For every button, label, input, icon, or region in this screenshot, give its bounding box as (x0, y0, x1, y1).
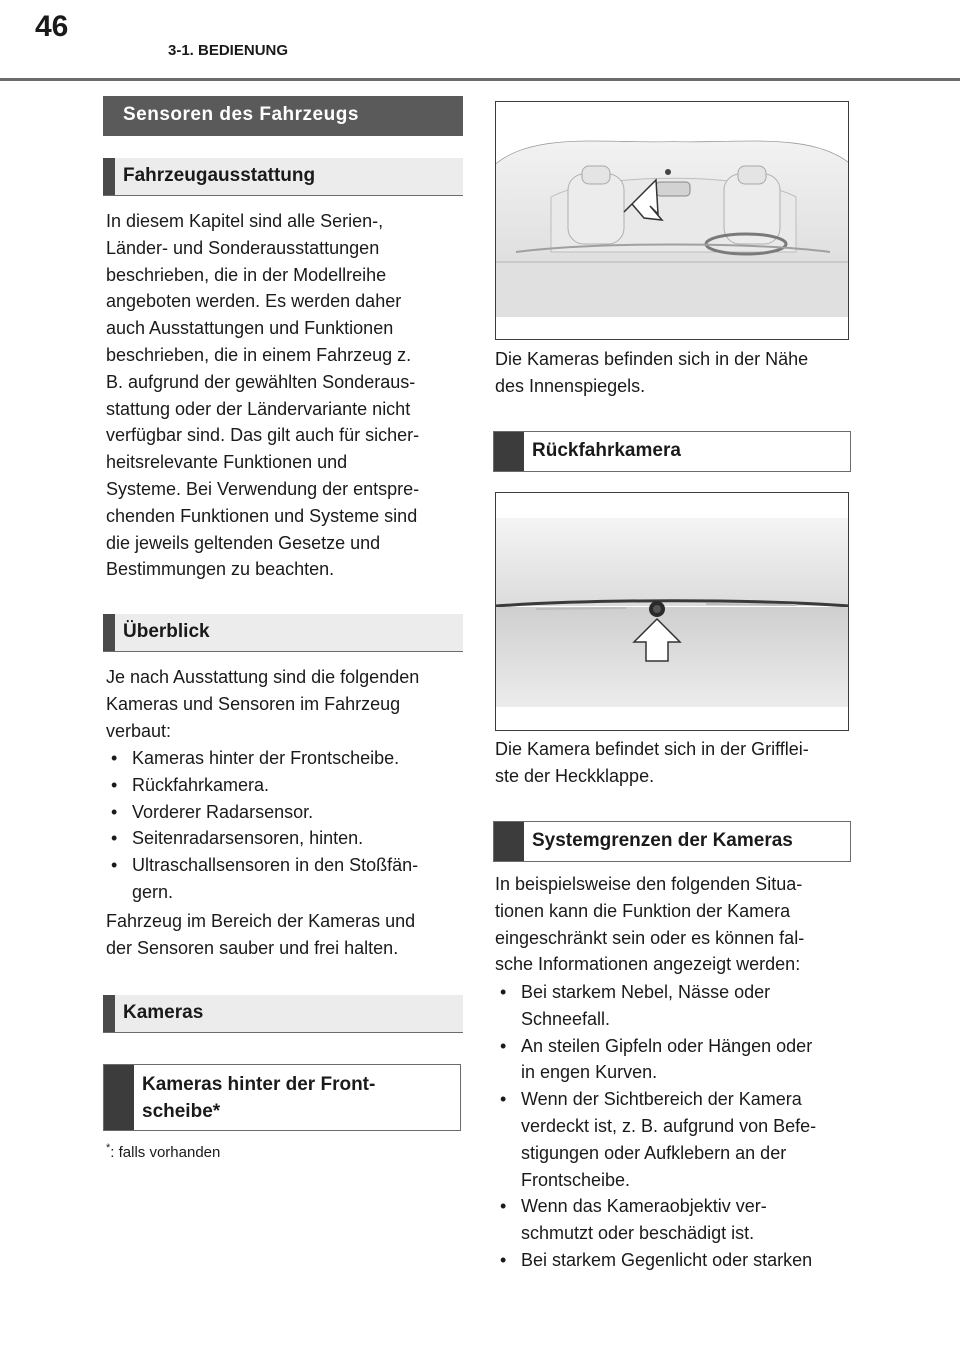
text-line: schmutzt oder beschädigt ist. (521, 1223, 755, 1244)
caption-figure-1 (495, 346, 857, 400)
page-number: 46 (35, 10, 69, 43)
bullet-marker: • (111, 774, 118, 795)
text-line: Die Kamera befindet sich in der Grifflei- (495, 739, 809, 759)
interior-illustration (496, 102, 849, 340)
text-line: Seitenradarsensoren, hinten. (132, 828, 364, 849)
paragraph-systemgrenzen-intro (495, 871, 857, 978)
text-line: Fahrzeug im Bereich der Kameras und (106, 911, 416, 931)
bullet-marker: • (111, 801, 118, 822)
bullet-marker: • (500, 982, 507, 1002)
bullet-marker: • (111, 855, 118, 876)
text-line: B. aufgrund der gewählten Sonderaus- (106, 371, 416, 392)
text-line: eingeschränkt sein oder es können fal- (495, 927, 805, 948)
bullet-marker: • (500, 1196, 507, 1217)
text-line: Rückfahrkamera. (132, 774, 270, 795)
list-item (495, 979, 857, 1033)
heading-bar (494, 822, 524, 861)
section-title-sensoren-text: Sensoren des Fahrzeugs (123, 104, 359, 125)
text-line: beschrieben, die in der Modellreihe (106, 264, 387, 285)
paragraph-fahrzeugausstattung (106, 208, 468, 583)
text-line: scheibe* (142, 1101, 221, 1122)
text-line: sche Informationen angezeigt werden: (495, 954, 801, 975)
heading-bar (104, 1065, 134, 1130)
bullet-list-limits (495, 979, 857, 1274)
tailgate-illustration (496, 493, 849, 731)
heading-text: Rückfahrkamera (532, 440, 681, 461)
text-line: verdeckt ist, z. B. aufgrund von Befe- (521, 1115, 817, 1136)
text-line: des Innenspiegels. (495, 375, 646, 396)
heading-fahrzeugausstattung (103, 158, 463, 196)
text-line: tionen kann die Funktion der Kamera (495, 900, 791, 921)
heading-ueberblick (103, 614, 463, 652)
text-line: chenden Funktionen und Systeme sind (106, 505, 418, 526)
bullet-marker: • (500, 1035, 507, 1056)
list-item (106, 772, 468, 799)
list-item (106, 852, 468, 906)
text-line: gern. (132, 881, 174, 902)
bullet-marker: • (111, 828, 118, 849)
text-line: Länder- und Sonderausstattungen (106, 237, 380, 258)
bullet-marker: • (500, 1249, 507, 1270)
heading-text: Fahrzeugausstattung (123, 165, 316, 186)
heading-bar (103, 614, 115, 651)
paragraph-ueberblick-outro (106, 908, 468, 962)
text-line: Bei starkem Nebel, Nässe oder (521, 982, 771, 1002)
chapter-title: 3-1. BEDIENUNG (168, 42, 289, 59)
heading-kameras-frontscheibe (103, 1064, 461, 1131)
text-line: Vorderer Radarsensor. (132, 801, 314, 822)
text-line: in engen Kurven. (521, 1062, 658, 1083)
bullet-list-sensors (106, 745, 468, 906)
figure-interior-cameras (495, 101, 849, 340)
text-line: angeboten werden. Es werden daher (106, 291, 402, 312)
text-line: Wenn der Sichtbereich der Kamera (521, 1089, 802, 1110)
text-line: verbaut: (106, 720, 172, 741)
text-line: Je nach Ausstattung sind die folgenden (106, 667, 420, 687)
figure-rear-camera (495, 492, 849, 731)
text-line: Bei starkem Gegenlicht oder starken (521, 1249, 813, 1270)
text-line: Schneefall. (521, 1008, 611, 1029)
footnote-mark: * (106, 1142, 111, 1154)
text-line: An steilen Gipfeln oder Hängen oder (521, 1035, 813, 1056)
heading-bar (494, 432, 524, 471)
heading-text: Überblick (123, 621, 210, 642)
text-line: stattung oder der Ländervariante nicht (106, 398, 411, 419)
text-line: In diesem Kapitel sind alle Serien-, (106, 211, 384, 231)
list-item (495, 1086, 857, 1193)
list-item (106, 799, 468, 826)
caption-figure-2 (495, 736, 857, 790)
text-line: Kameras hinter der Front- (142, 1074, 376, 1095)
heading-text (142, 1071, 375, 1125)
heading-bar (103, 995, 115, 1032)
heading-text: Kameras (123, 1002, 204, 1023)
footnote (106, 1142, 220, 1161)
text-line: beschrieben, die in einem Fahrzeug z. (106, 344, 412, 365)
list-item (495, 1193, 857, 1247)
text-line: Kameras hinter der Frontscheibe. (132, 748, 400, 768)
paragraph-ueberblick-intro (106, 664, 468, 744)
text-line: Die Kameras befinden sich in der Nähe (495, 349, 809, 369)
section-title-sensoren (103, 96, 463, 136)
text-line: heitsrelevante Funktionen und (106, 452, 348, 473)
list-item (495, 1033, 857, 1087)
heading-bar (103, 158, 115, 195)
text-line: Kameras und Sensoren im Fahrzeug (106, 693, 401, 714)
text-line: die jeweils geltenden Gesetze und (106, 532, 381, 553)
text-line: der Sensoren sauber und frei halten. (106, 937, 399, 958)
list-item (495, 1247, 857, 1274)
text-line: In beispielsweise den folgenden Situa- (495, 874, 803, 894)
text-line: Wenn das Kameraobjektiv ver- (521, 1196, 767, 1217)
list-item (106, 745, 468, 772)
header-rule (0, 78, 960, 81)
list-item (106, 825, 468, 852)
text-line: Ultraschallsensoren in den Stoßfän- (132, 855, 419, 876)
bullet-marker: • (111, 748, 118, 768)
heading-rueckfahrkamera (493, 431, 851, 472)
bullet-marker: • (500, 1089, 507, 1110)
heading-kameras (103, 995, 463, 1033)
text-line: Systeme. Bei Verwendung der entspre- (106, 478, 420, 499)
text-line: Frontscheibe. (521, 1169, 631, 1190)
footnote-text: : falls vorhanden (110, 1144, 221, 1161)
text-line: verfügbar sind. Das gilt auch für sicher- (106, 425, 420, 446)
text-line: stigungen oder Aufklebern an der (521, 1142, 787, 1163)
text-line: auch Ausstattungen und Funktionen (106, 318, 394, 339)
heading-systemgrenzen (493, 821, 851, 862)
heading-text: Systemgrenzen der Kameras (532, 830, 793, 851)
text-line: ste der Heckklappe. (495, 765, 655, 786)
text-line: Bestimmungen zu beachten. (106, 559, 335, 580)
